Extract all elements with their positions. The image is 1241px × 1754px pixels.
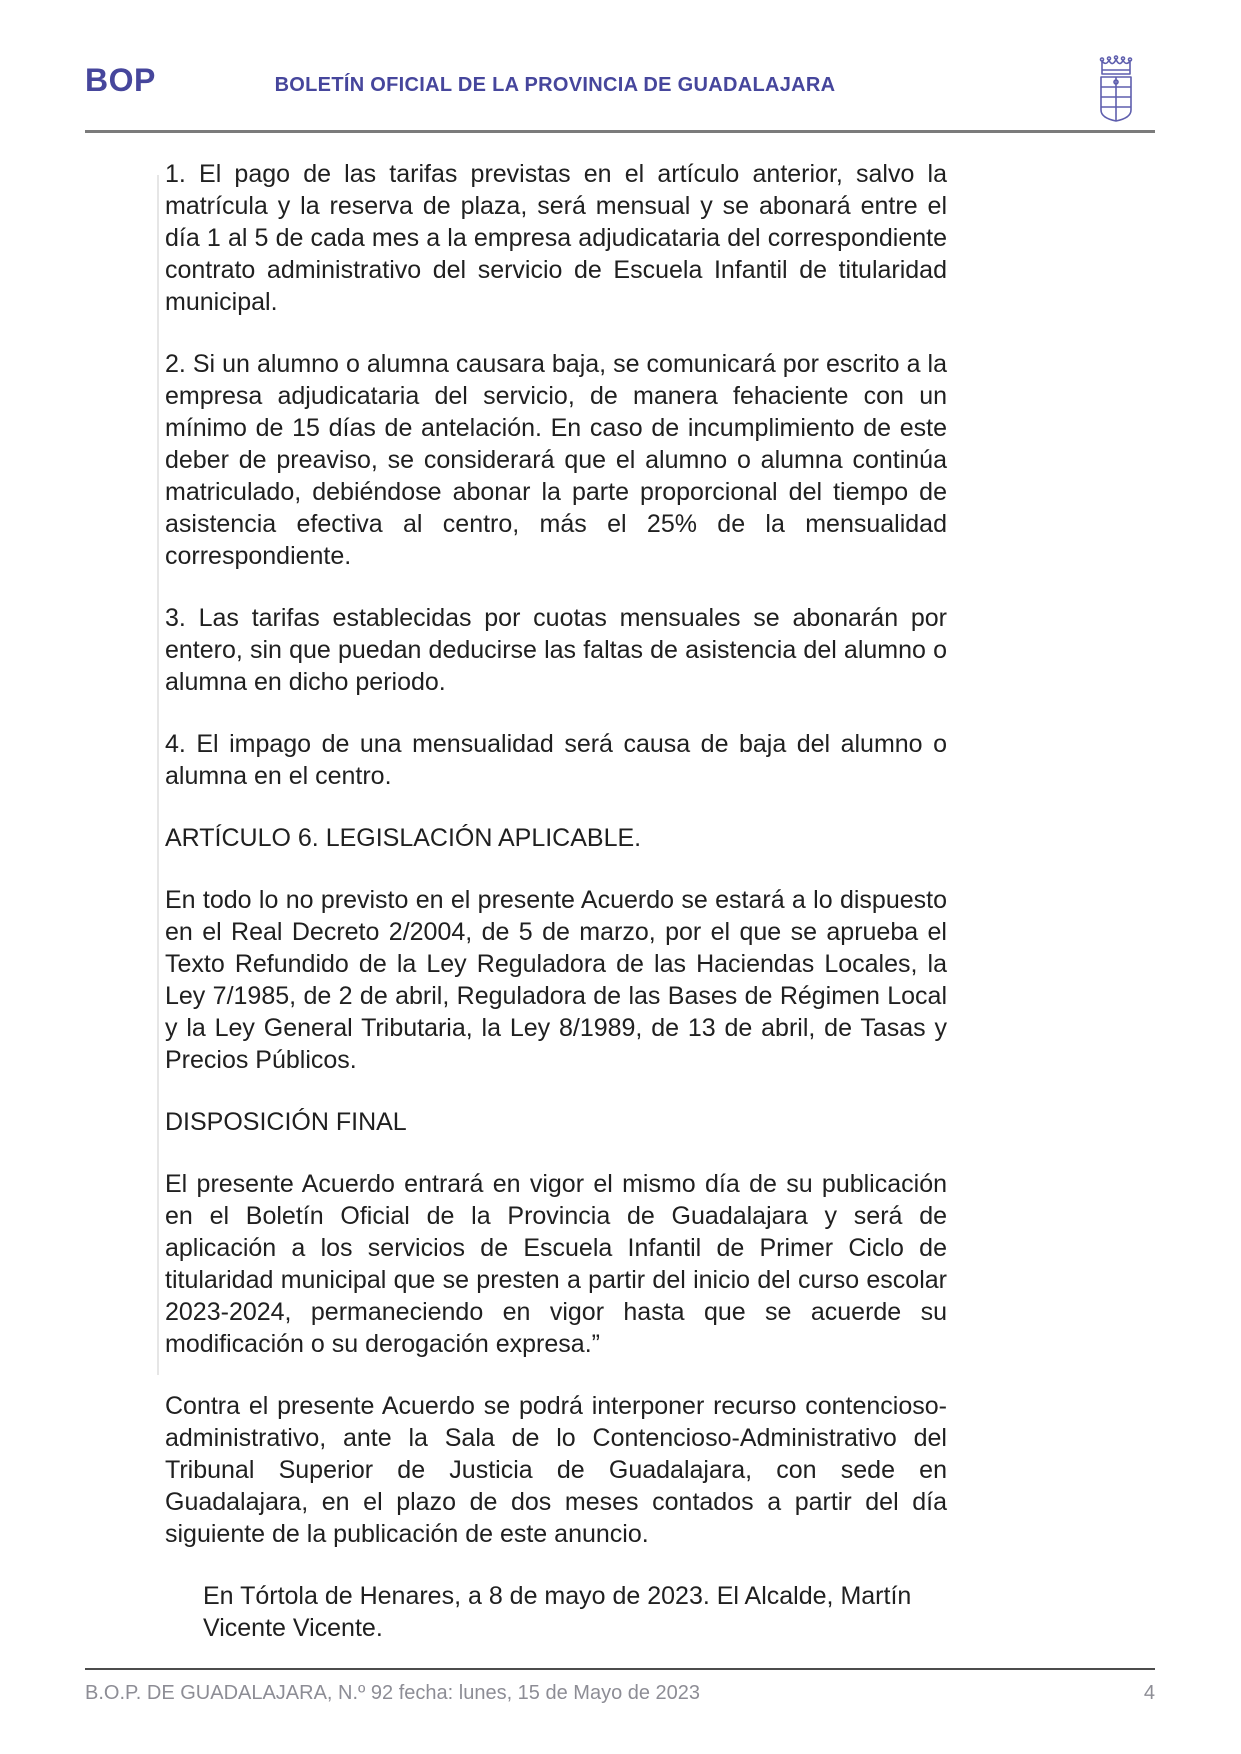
paragraph-2: 2. Si un alumno o alumna causara baja, se comunicará por escrito a la empresa adjudicataria del servicio, de manera fehaciente con un mínimo de 15 días de antelación. En caso de incumplimiento de este deber de preaviso, se considerará que el alumno o alumna continúa matriculado, debiéndose abonar la parte proporcional del tiempo de asistencia efectiva al centro, más el 25% de la mensualidad correspondiente. xyxy=(165,350,947,570)
quote-margin-bar xyxy=(157,175,159,1375)
article-6-heading: ARTÍCULO 6. LEGISLACIÓN APLICABLE. xyxy=(165,824,642,852)
paragraph-legislacion: En todo lo no previsto en el presente Acuerdo se estará a lo dispuesto en el Real Decreto 2/2004, de 5 de marzo, por el que se aprueba el Texto Refundido de la Ley Reguladora de las Haciendas Locales, la Ley 7/1985, de 2 de abril, Reguladora de las Bases de Régimen Local y la Ley General Tributaria, la Ley 8/1989, de 13 de abril, de Tasas y Precios Públicos. xyxy=(165,886,947,1074)
paragraph-4: 4. El impago de una mensualidad será causa de baja del alumno o alumna en el centro. xyxy=(165,730,947,790)
paragraph-1: 1. El pago de las tarifas previstas en el artículo anterior, salvo la matrícula y la reserva de plaza, será mensual y se abonará entre el día 1 al 5 de cada mes a la empresa adjudicataria del correspondiente contrato administrativo del servicio de Escuela Infantil de titularidad municipal. xyxy=(165,160,947,316)
header-divider xyxy=(85,130,1155,133)
paragraph-recurso: Contra el presente Acuerdo se podrá interponer recurso contencioso-administrativo, ante la Sala de lo Contencioso-Administrativo del Tribunal Superior de Justicia de Guadalajara, con sede en Guadalajara, en el plazo de dos meses contados a partir del día siguiente de la publicación de este anuncio. xyxy=(165,1392,947,1548)
page-number: 4 xyxy=(1143,1682,1155,1704)
paragraph-vigor: El presente Acuerdo entrará en vigor el mismo día de su publicación en el Boletín Oficial de la Provincia de Guadalajara y será de aplicación a los servicios de Escuela Infantil de Primer Ciclo de titularidad municipal que se presten a partir del inicio del curso escolar 2023-2024, permaneciendo en vigor hasta que se acuerde su modificación o su derogación expresa.” xyxy=(165,1170,947,1358)
footer-publication-info: B.O.P. DE GUADALAJARA, N.º 92 fecha: lunes, 15 de Mayo de 2023 xyxy=(85,1682,701,1704)
signature-line: En Tórtola de Henares, a 8 de mayo de 2023. El Alcalde, Martín Vicente Vicente. xyxy=(203,1582,912,1642)
bop-logo: BOP xyxy=(85,62,156,98)
bulletin-title: BOLETÍN OFICIAL DE LA PROVINCIA DE GUADALAJARA xyxy=(274,74,836,96)
bulletin-header xyxy=(0,0,1241,140)
disposicion-final-heading: DISPOSICIÓN FINAL xyxy=(165,1108,407,1136)
page-footer xyxy=(85,1682,1155,1705)
paragraph-3: 3. Las tarifas establecidas por cuotas mensuales se abonarán por entero, sin que puedan deducirse las faltas de asistencia del alumno o alumna en dicho periodo. xyxy=(165,604,947,696)
footer-divider xyxy=(85,1668,1155,1670)
provincial-crest-icon xyxy=(1090,50,1142,126)
document-body xyxy=(165,158,947,1674)
